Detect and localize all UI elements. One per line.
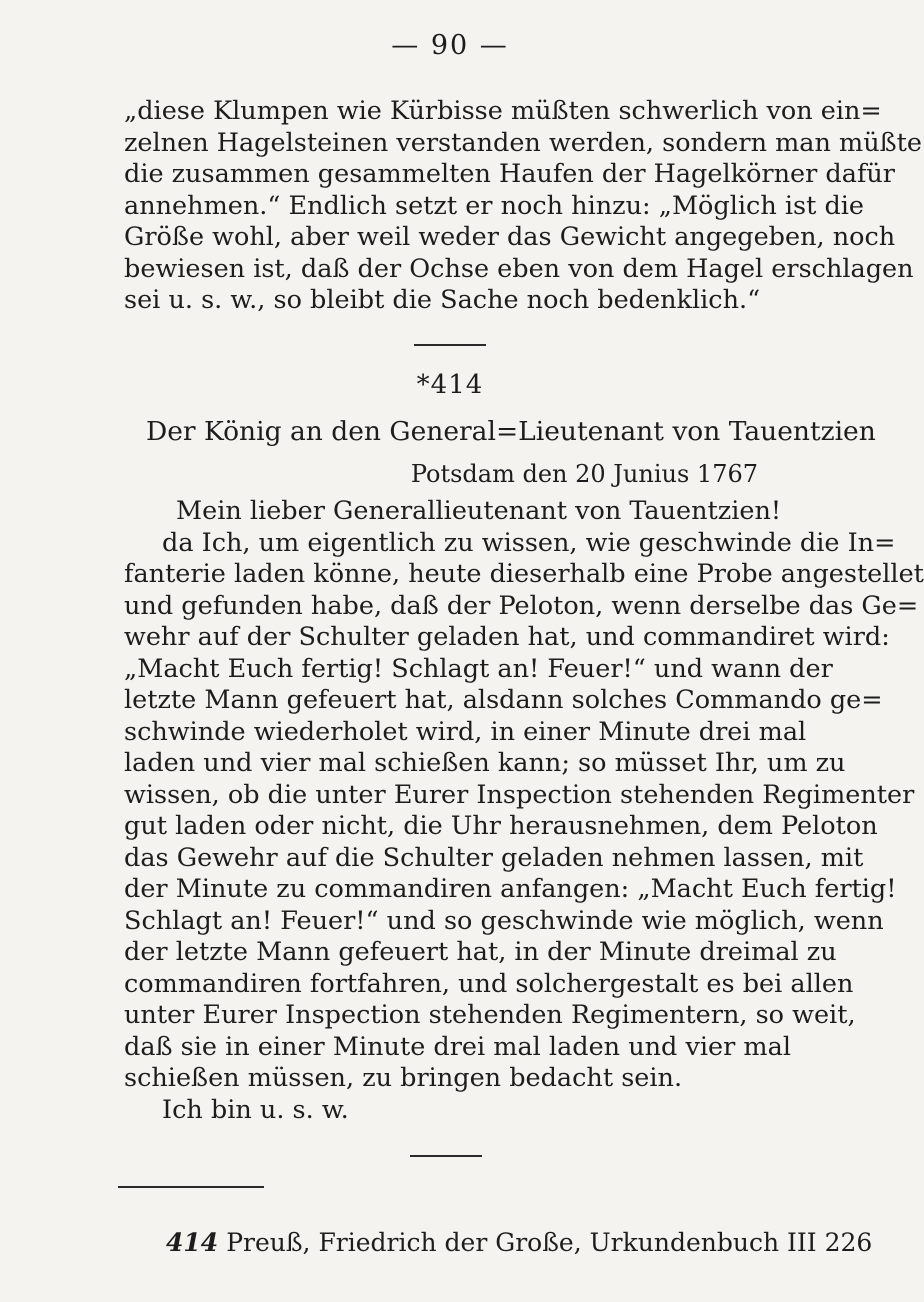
text-line: annehmen.“ Endlich setzt er noch hinzu: „Möglich ist die	[124, 190, 865, 221]
text-line: Größe wohl, aber weil weder das Gewicht angegeben, noch	[124, 222, 896, 252]
letter-closing: Ich bin u. s. w.	[162, 1094, 349, 1125]
footnote-rule	[118, 1186, 264, 1188]
text-line: da Ich, um eigentlich zu wissen, wie geschwinde die In=	[162, 527, 896, 558]
text-line: der Minute zu commandiren anfangen: „Macht Euch fertig!	[124, 874, 897, 904]
footnote-number: 414	[166, 1228, 219, 1257]
footnote	[166, 1228, 872, 1257]
text-line: und gefunden habe, daß der Peloton, wenn derselbe das Ge=	[124, 590, 919, 621]
text-line: commandiren fortfahren, und solchergestalt es bei allen	[124, 968, 854, 999]
text-line: das Gewehr auf die Schulter geladen nehmen lassen, mit	[124, 842, 864, 873]
page-number: — 90 —	[391, 30, 509, 61]
letter-place-date: Potsdam den 20 Junius 1767	[410, 460, 758, 488]
text-line: schwinde wiederholet wird, in einer Minute drei mal	[124, 716, 807, 747]
text-line: unter Eurer Inspection stehenden Regimentern, so weit,	[124, 1000, 856, 1030]
text-line: bewiesen ist, daß der Ochse eben von dem Hagel erschlagen	[124, 253, 914, 284]
text-line: wissen, ob die unter Eurer Inspection stehenden Regimenter	[124, 779, 915, 810]
section-divider	[410, 1155, 482, 1157]
text-line: zelnen Hagelsteinen verstanden werden, sondern man müßte	[124, 127, 922, 158]
text-line: die zusammen gesammelten Haufen der Hagelkörner dafür	[124, 159, 896, 189]
text-line: „Macht Euch fertig! Schlagt an! Feuer!“ und wann der	[124, 653, 833, 684]
text-line: Schlagt an! Feuer!“ und so geschwinde wie möglich, wenn	[124, 905, 884, 936]
text-line: daß sie in einer Minute drei mal laden und vier mal	[124, 1031, 791, 1062]
text-line: fanterie laden könne, heute dieserhalb eine Probe angestellet	[124, 559, 924, 589]
continuation-paragraph	[124, 96, 922, 317]
text-line: „diese Klumpen wie Kürbisse müßten schwerlich von ein=	[124, 96, 882, 126]
text-line: gut laden oder nicht, die Uhr herausnehmen, dem Peloton	[124, 811, 878, 841]
letter-body	[124, 496, 924, 1126]
section-divider	[414, 344, 486, 346]
text-line: sei u. s. w., so bleibt die Sache noch bedenklich.“	[124, 285, 761, 315]
text-line: letzte Mann gefeuert hat, alsdann solches Commando ge=	[124, 685, 883, 715]
letter-salutation: Mein lieber Generallieutenant von Tauentzien!	[176, 496, 782, 526]
letter-title: Der König an den General=Lieutenant von Tauentzien	[146, 416, 876, 447]
text-line: der letzte Mann gefeuert hat, in der Minute dreimal zu	[124, 937, 837, 967]
letter-number: *414	[416, 370, 484, 400]
text-line: schießen müssen, zu bringen bedacht sein.	[124, 1063, 683, 1093]
text-line: wehr auf der Schulter geladen hat, und commandiret wird:	[124, 622, 890, 652]
footnote-text: Preuß, Friedrich der Große, Urkundenbuch III 226	[226, 1228, 873, 1257]
text-line: laden und vier mal schießen kann; so müsset Ihr, um zu	[124, 748, 846, 778]
